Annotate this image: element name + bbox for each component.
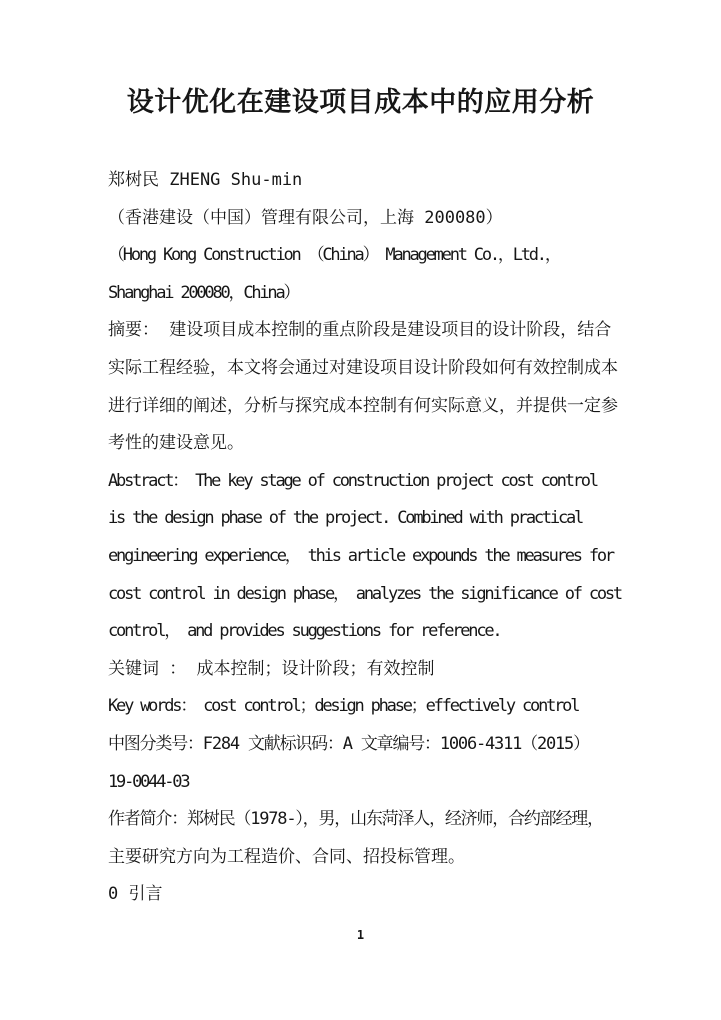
page-number: 1 — [356, 927, 365, 942]
abstract-en-line-5: control， and provides suggestions for reference. — [108, 621, 501, 642]
abstract-en-line-4: cost control in design phase， analyzes the significance of cost — [108, 583, 621, 604]
keywords-en-line: Key words： cost control；design phase；effectively control — [108, 696, 579, 717]
section-heading-intro: 0 引言 — [108, 884, 163, 905]
author-bio-line-1: 作者简介：郑树民（1978-），男，山东菏泽人，经济师，合约部经理， — [108, 809, 603, 830]
clc-info-line-1: 中图分类号：F284 文献标识码：A 文章编号：1006-4311（2015） — [108, 733, 589, 754]
abstract-en-line-3: engineering experience， this article expounds the measures for — [108, 545, 613, 566]
author-line: 郑树民 ZHENG Shu-min — [108, 170, 303, 190]
paper-title: 设计优化在建设项目成本中的应用分析 — [126, 87, 595, 118]
abstract-en-line-1: Abstract： The key stage of construction project cost control — [108, 470, 597, 491]
affiliation-en-line-2: Shanghai 200080，China） — [108, 282, 299, 303]
clc-info-line-2: 19-0044-03 — [108, 771, 189, 792]
abstract-zh-line-4: 考性的建设意见。 — [108, 433, 244, 454]
affiliation-zh: （香港建设（中国）管理有限公司，上海 200080） — [108, 207, 503, 228]
abstract-zh-line-2: 实际工程经验，本文将会通过对建设项目设计阶段如何有效控制成本 — [108, 357, 618, 378]
abstract-zh-line-3: 进行详细的阐述，分析与探究成本控制有何实际意义，并提供一定参 — [108, 395, 618, 416]
author-bio-line-2: 主要研究方向为工程造价、合同、招投标管理。 — [108, 846, 465, 867]
abstract-zh-line-1: 摘要： 建设项目成本控制的重点阶段是建设项目的设计阶段，结合 — [108, 320, 612, 341]
keywords-zh-line: 关键词 ： 成本控制；设计阶段；有效控制 — [108, 658, 435, 679]
abstract-en-line-2: is the design phase of the project. Combined with practical — [108, 508, 583, 529]
affiliation-en-line-1: （Hong Kong Construction （China） Management Co.，Ltd.， — [108, 245, 560, 266]
paper-body — [0, 162, 721, 914]
